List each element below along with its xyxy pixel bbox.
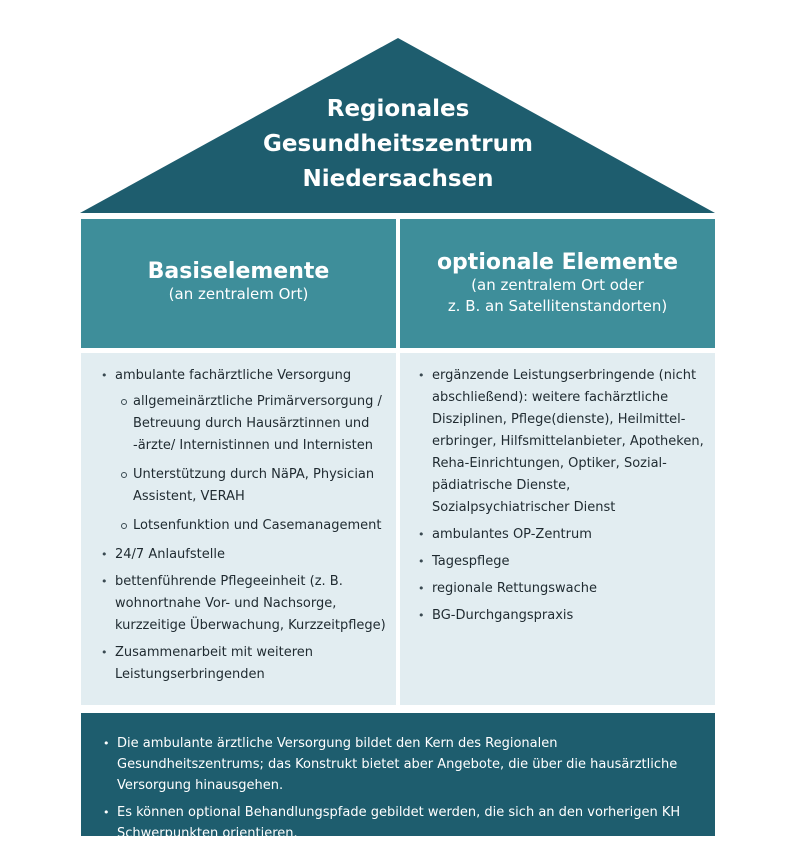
list-item: • 24/7 Anlaufstelle: [101, 544, 386, 566]
list-item: • bettenführende Pflegeeinheit (z. B. wohnortnahe Vor- und Nachsorge, kurzzeitige Überwachung, Kurzzeitpflege): [101, 571, 386, 637]
list-item: • Zusammenarbeit mit weiteren Leistungserbringenden: [101, 642, 386, 686]
basis-sublist: [115, 391, 386, 537]
roof-title-line-1: Regionales: [326, 96, 470, 122]
basis-heading: Basiselemente: [147, 259, 330, 284]
optional-list: [418, 365, 707, 627]
optional-body: [400, 353, 715, 705]
sub-list-item: Unterstützung durch NäPA, Physician Assistent, VERAH: [115, 464, 386, 508]
sub-list-item: Lotsenfunktion und Casemanagement: [115, 515, 386, 537]
roof-title-line-3: Niedersachsen: [302, 166, 494, 192]
roof-title: [0, 92, 796, 197]
list-item: • ergänzende Leistungserbringende (nicht abschließend): weitere fachärztliche Disziplinen, Pflege(dienste), Heilmittel-erbringer, Hilfsmittelanbieter, Apotheken, Reha-Einrichtungen, Optiker, Sozial-pädiatrische Dienste, Sozialpsychiatrischer Dienst: [418, 365, 707, 519]
basis-list: [101, 365, 386, 686]
list-item: • Die ambulante ärztliche Versorgung bildet den Kern des Regionalen Gesundheitszentrums; das Konstrukt bietet aber Angebote, die über die hausärztliche Versorgung hinausgehen.: [103, 733, 705, 796]
optional-header: [400, 219, 715, 348]
roof-title-line-2: Gesundheitszentrum: [263, 131, 533, 157]
list-item: [101, 365, 386, 537]
footer-list: [103, 733, 705, 844]
footer-box: [81, 713, 715, 841]
list-item: • regionale Rettungswache: [418, 578, 707, 600]
basis-header: [81, 219, 396, 348]
optional-subheading-line-2: z. B. an Satellitenstandorten): [447, 297, 668, 315]
basis-item-text: ambulante fachärztliche Versorgung: [115, 368, 352, 383]
basis-subheading: (an zentralem Ort): [168, 285, 309, 303]
sub-list-item: allgemeinärztliche Primärversorgung / Betreuung durch Hausärztinnen und -ärzte/ Internistinnen und Internisten: [115, 391, 386, 457]
basis-body: [81, 353, 396, 705]
optional-heading: optionale Elemente: [436, 250, 679, 275]
list-item: • Es können optional Behandlungspfade gebildet werden, die sich an den vorherigen KH Schwerpunkten orientieren.: [103, 802, 705, 844]
list-item: • Tagespflege: [418, 551, 707, 573]
list-item: • ambulantes OP-Zentrum: [418, 524, 707, 546]
list-item: • BG-Durchgangspraxis: [418, 605, 707, 627]
optional-subheading-line-1: (an zentralem Ort oder: [471, 276, 644, 294]
